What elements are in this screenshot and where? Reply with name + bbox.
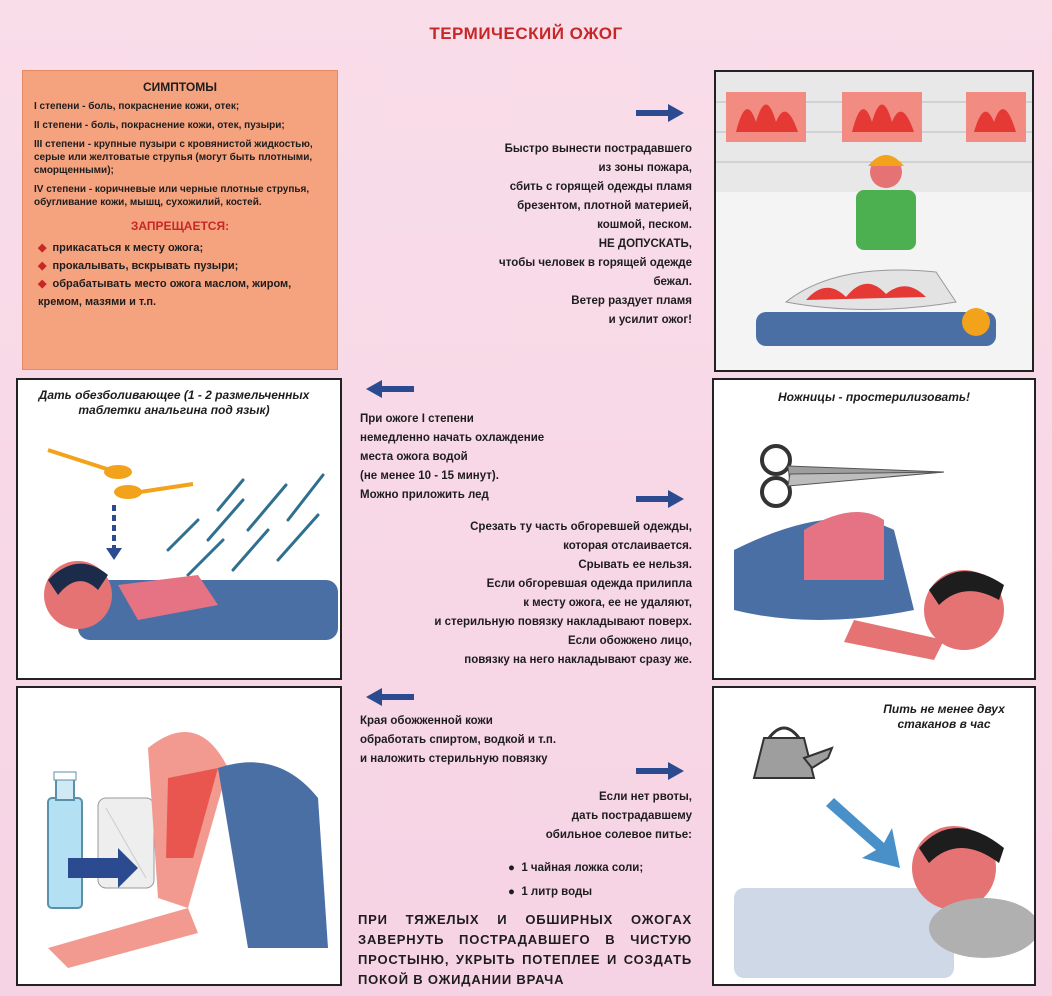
illustration-painkiller-cooling — [16, 378, 342, 680]
forbidden-item: ◆ прокалывать, вскрывать пузыри; — [38, 260, 239, 272]
step2-text: При ожоге I степени немедленно начать охлаждение места ожога водой (не менее 10 - 15 минут). Можно приложить лед — [360, 413, 545, 501]
symptom-degree-2: II степени - боль, покраснение кожи, отек, пузыри; — [34, 120, 285, 131]
arrow-left-icon — [366, 688, 414, 706]
forbidden-heading: ЗАПРЕЩАЕТСЯ: — [130, 219, 230, 233]
step1-text: Быстро вынести пострадавшего из зоны пожара, сбить с горящей одежды пламя брезентом, плотной материей, кошмой, песком. НЕ ДОПУСКАТЬ, чтобы человек в горящей одежде бежал. Ветер раздует пламя и усилит ожог! — [499, 143, 692, 326]
bullet-icon: ◆ — [38, 260, 47, 272]
forbidden-list — [22, 239, 338, 311]
step5-text: Если нет рвоты, дать пострадавшему обильное солевое питье: — [545, 791, 692, 841]
scissors-caption: Ножницы - простерилизовать! — [777, 390, 971, 404]
illustration-bandage-leg — [16, 686, 342, 986]
symptom-degree-4: IV степени - коричневые или черные плотные струпья, обугливание кожи, мышц, сухожилий, костей. — [34, 184, 310, 208]
forbidden-item: ◆ обрабатывать место ожога маслом, жиром, кремом, мазями и т.п. — [38, 278, 292, 308]
drink-caption: Пить не менее двух стаканов в час — [883, 702, 1005, 731]
scissors-icon — [762, 446, 944, 506]
list-item: ● 1 литр воды — [508, 886, 593, 898]
bullet-icon: ● — [508, 862, 522, 874]
arrow-right-icon — [636, 104, 684, 122]
step4-text: Края обожженной кожи обработать спиртом, водкой и т.п. и наложить стерильную повязку — [360, 715, 557, 765]
symptom-degree-3: III степени - крупные пузыри с кровянистой жидкостью, серые или желтоватые струпья (могут быть плотными, сморщенными); — [34, 139, 313, 176]
list-item: ● 1 чайная ложка соли; — [508, 862, 644, 874]
symptoms-heading: СИМПТОМЫ — [142, 80, 218, 94]
bottle-icon — [48, 772, 82, 908]
illustration-scissors-clothing — [712, 378, 1036, 680]
bullet-icon: ◆ — [38, 278, 47, 290]
arrow-right-icon — [636, 490, 684, 508]
bullet-icon: ● — [508, 886, 522, 898]
step3-text: Срезать ту часть обгоревшей одежды, которая отслаивается. Срывать ее нельзя. Если обгоревшая одежда прилипла к месту ожога, ее не удаляют, и стерильную повязку накладывают поверх. Если обожжено лицо, повязку на него накладывают сразу же. — [434, 521, 692, 666]
teapot-icon — [754, 728, 832, 778]
arrow-right-icon — [636, 762, 684, 780]
symptoms-box — [22, 70, 338, 370]
forbidden-item: ◆ прикасаться к месту ожога; — [38, 242, 204, 254]
symptom-degree-1: I степени - боль, покраснение кожи, отек; — [34, 101, 240, 112]
illustration-drinking — [712, 686, 1036, 986]
illustration-fire-rescue — [714, 70, 1034, 372]
arrow-left-icon — [366, 380, 414, 398]
page-title: ТЕРМИЧЕСКИЙ ОЖОГ — [429, 24, 623, 43]
painkiller-caption: Дать обезболивающее (1 - 2 размельченных таблетки анальгина под язык) — [38, 388, 310, 417]
step5-items — [508, 856, 698, 904]
final-instruction: ПРИ ТЯЖЕЛЫХ И ОБШИРНЫХ ОЖОГАХ ЗАВЕРНУТЬ ПОСТРАДАВШЕГО В ЧИСТУЮ ПРОСТЫНЮ, УКРЫТЬ ПОТЕПЛЕЕ И СОЗДАТЬ ПОКОЙ В ОЖИДАНИИ ВРАЧА — [358, 912, 692, 987]
bullet-icon: ◆ — [38, 242, 47, 254]
